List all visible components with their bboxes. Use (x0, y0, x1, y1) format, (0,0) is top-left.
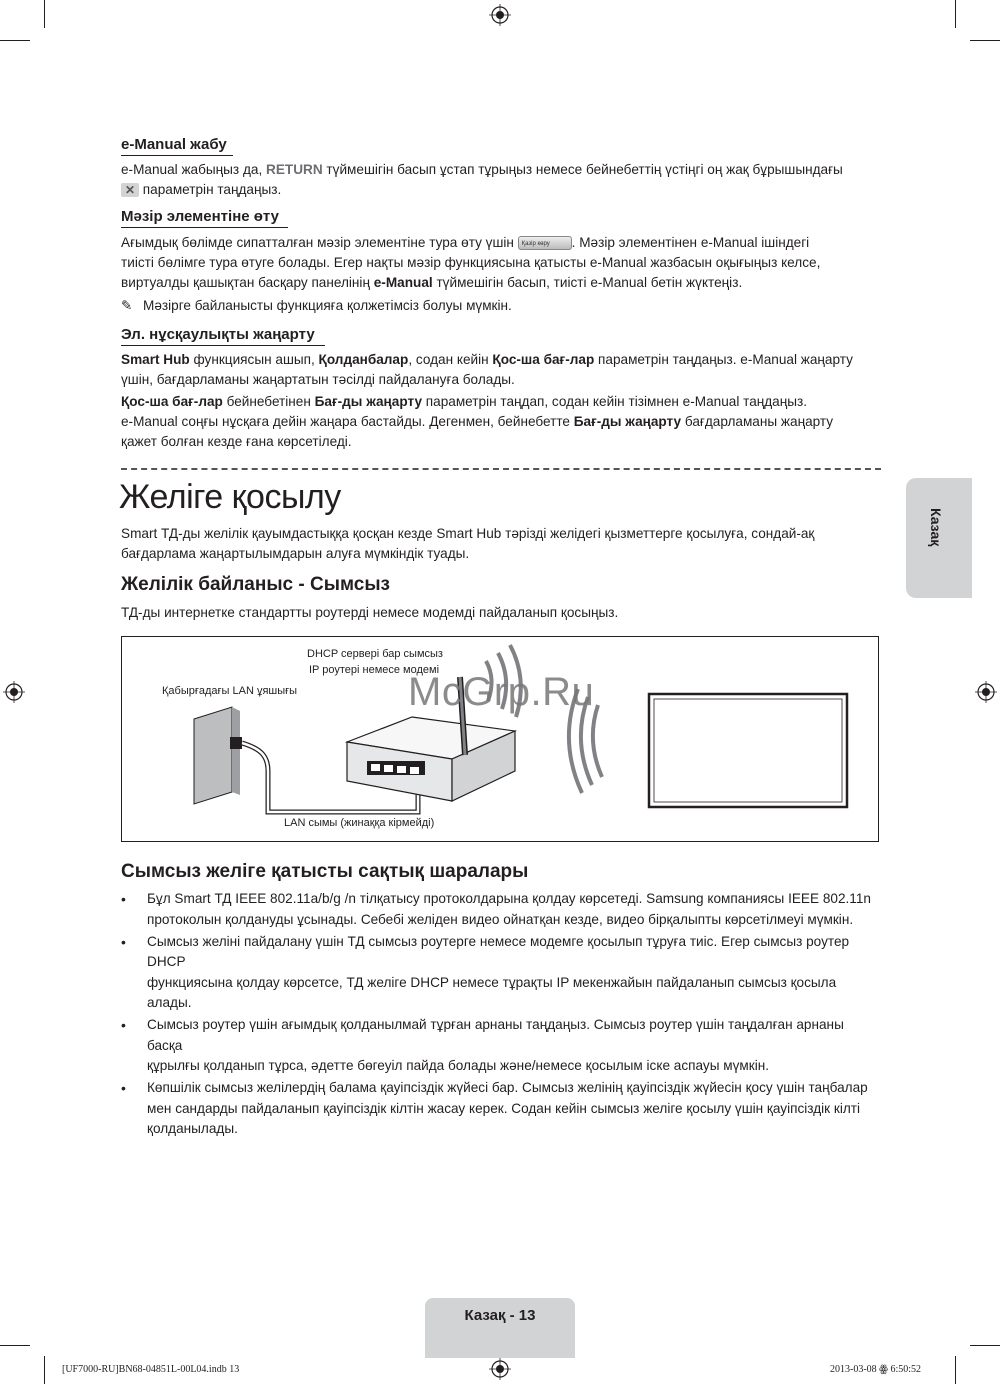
router-label-1: DHCP сервері бар сымсыз (307, 648, 443, 660)
text-span: параметрін таңдаңыз. (139, 182, 282, 197)
close-x-icon: ✕ (121, 183, 139, 197)
language-side-tab (906, 478, 972, 598)
text-span: e-Manual соңғы нұсқаға дейін жаңара бастайды. Дегенмен, бейнебетте (121, 414, 574, 429)
crop-mark (970, 1345, 1000, 1346)
text-span: Сымсыз роутер үшін ағымдық қолданылмай тұрған арнаны таңдаңыз. Сымсыз роутер үшін таңдалған арнаны басқа (147, 1017, 844, 1053)
text-span: виртуалды қашықтан басқару панелінің (121, 275, 374, 290)
text-span: e-Manual жабыңыз да, (121, 162, 266, 177)
lan-cable-label: LAN сымы (жинаққа кірмейді) (284, 817, 435, 829)
wireless-heading: Желілік байланыс - Сымсыз (121, 574, 390, 595)
text-span: құрылғы қолданып тұрса, әдетте бөгеуіл пайда болады және/немесе қосылым іске аспауы мүмкін. (147, 1058, 769, 1073)
section-divider (121, 468, 881, 470)
text-span: тиісті бөлімге тура өтуге болады. Егер нақты мәзір функциясына қатысты e-Manual жазбасын оқығыңыз келсе, (121, 255, 821, 270)
update-text-1 (121, 350, 881, 390)
crop-mark (44, 1356, 45, 1384)
text-span: функциясын ашып, (189, 352, 319, 367)
page-number: Казақ - 13 (464, 1307, 536, 1324)
text-span: қажет болған кезде ғана көрсетіледі. (121, 434, 352, 449)
crop-mark (0, 1345, 30, 1346)
crop-mark (44, 0, 45, 28)
list-item (121, 889, 881, 930)
registration-mark-icon (975, 681, 997, 703)
text-span: бағдарламаны жаңарту (681, 414, 834, 429)
menu-item-note (121, 296, 881, 316)
list-item (121, 1078, 881, 1140)
pencil-note-icon: ✎ (121, 298, 133, 313)
text-span: Бұл Smart ТД IEEE 802.11a/b/g /n тілқатысу протоколдарына қолдау көрсетеді. Samsung компаниясы IEEE 802.11n (147, 891, 871, 906)
wall-jack-label: Қабырғадағы LAN ұяшығы (162, 685, 298, 697)
crop-mark (0, 40, 30, 41)
list-item (121, 1015, 881, 1077)
text-span: бағдарлама жаңартылымдарын алуға мүмкіндік туады. (121, 546, 470, 561)
print-slug-left: [UF7000-RU]BN68-04851L-00L04.indb 13 (62, 1364, 240, 1375)
router-label-2: IP роутері немесе модемі (309, 664, 440, 676)
registration-mark-icon (3, 681, 25, 703)
crop-mark (955, 0, 956, 28)
text-span: Көпшілік сымсыз желілердің балама қауіпсіздік жүйесі бар. Сымсыз желінің қауіпсіздік жүйесін қосу үшін таңбалар (147, 1080, 868, 1095)
text-span: қолданылады. (147, 1121, 238, 1136)
menu-item-text (121, 233, 881, 293)
list-item (121, 932, 881, 1014)
registration-mark-icon (489, 1358, 511, 1380)
page-title: Желіге қосылу (119, 478, 341, 516)
wall-shadow (232, 707, 240, 795)
registration-mark-icon (489, 4, 511, 26)
security-bullet-list (121, 889, 881, 1141)
text-span: параметрін таңдаңыз. e-Manual жаңарту (594, 352, 853, 367)
crop-mark (955, 1356, 956, 1384)
try-now-button-icon: Қазір көру (518, 236, 572, 250)
text-span: Ағымдық бөлімде сипатталған мәзір элементіне тура өту үшін (121, 235, 518, 250)
text-span: . Мәзір элементінен e-Manual ішіндегі (571, 235, 810, 250)
bold-span: Smart Hub (121, 352, 190, 367)
tv-signal-icon (593, 705, 602, 777)
network-diagram (121, 636, 879, 842)
bold-span: Қолданбалар (318, 352, 409, 367)
return-key-label: RETURN (266, 162, 323, 177)
tv-screen (649, 694, 847, 807)
text-span: Сымсыз желіні пайдалану үшін ТД сымсыз роутерге немесе модемге қосылып тұруға тиіс. Егер сымсыз роутер DHCP (147, 933, 850, 969)
page-number-tab (425, 1298, 575, 1358)
section-heading-update: Эл. нұсқаулықты жаңарту (121, 326, 325, 346)
wall-panel (194, 707, 232, 804)
update-text-2 (121, 392, 881, 452)
text-span: Smart ТД-ды желілік қауымдастыққа қосқан кезде Smart Hub тәрізді желідегі қызметтерге қосылуға, сондай-ақ (121, 526, 815, 541)
text-span: функциясына қолдау көрсетсе, ТД желіге DHCP немесе тұрақты IP мекенжайын пайдаланып сымсыз қосыла алады. (147, 974, 837, 1010)
security-heading: Сымсыз желіге қатысты сақтық шаралары (121, 861, 529, 882)
bold-span: Бағ-ды жаңарту (573, 414, 682, 429)
print-slug-right: 2013-03-08 ꙮ 6:50:52 (830, 1364, 922, 1375)
network-illustration (122, 637, 878, 841)
intro-text (121, 524, 881, 564)
crop-mark (970, 40, 1000, 41)
lan-wall-jack-icon (230, 737, 242, 749)
manual-close-text (121, 160, 881, 200)
text-span: түймешігін басып, тиісті e-Manual бетін жүктеңіз. (432, 275, 743, 290)
text-span: бейнебетінен (222, 394, 315, 409)
text-span: мен сандарды пайдаланып қауіпсіздік кілтін жасау керек. Содан кейін сымсыз желіге қосылу үшін қауіпсіздік кілті (147, 1100, 861, 1116)
wireless-text: ТД-ды интернетке стандартты роутерді немесе модемді пайдаланып қосыңыз. (121, 605, 619, 620)
bold-span: Қос-ша бағ-лар (121, 394, 223, 409)
watermark: McGrp.Ru (408, 670, 595, 714)
text-span: протоколын қолдануды ұсынады. Себебі желіден видео ойнатқан кезде, видео бірқалыпты көрсетілмеуі мүмкін. (147, 911, 854, 927)
text-span: параметрін таңдап, содан кейін тізімнен e-Manual таңдаңыз. (422, 394, 808, 409)
bold-span: Қос-ша бағ-лар (492, 352, 595, 367)
text-span: Мәзірге байланысты функцияға қолжетімсіз болуы мүмкін. (143, 298, 512, 313)
emanual-key-label: e-Manual (373, 275, 433, 290)
section-heading-menu-item: Мәзір элементіне өту (121, 208, 288, 228)
text-span: үшін, бағдарламаны жаңартатын тәсілді пайдалануға болады. (121, 372, 515, 387)
section-heading-manual-close: e-Manual жабу (121, 136, 233, 156)
text-span: түймешігін басып ұстап тұрыңыз немесе бейнебеттің үстіңгі оң жақ бұрышындағы (322, 162, 843, 177)
text-span: , содан кейін (408, 352, 493, 367)
side-tab-label: Казақ (928, 508, 944, 547)
bold-span: Бағ-ды жаңарту (314, 394, 423, 409)
